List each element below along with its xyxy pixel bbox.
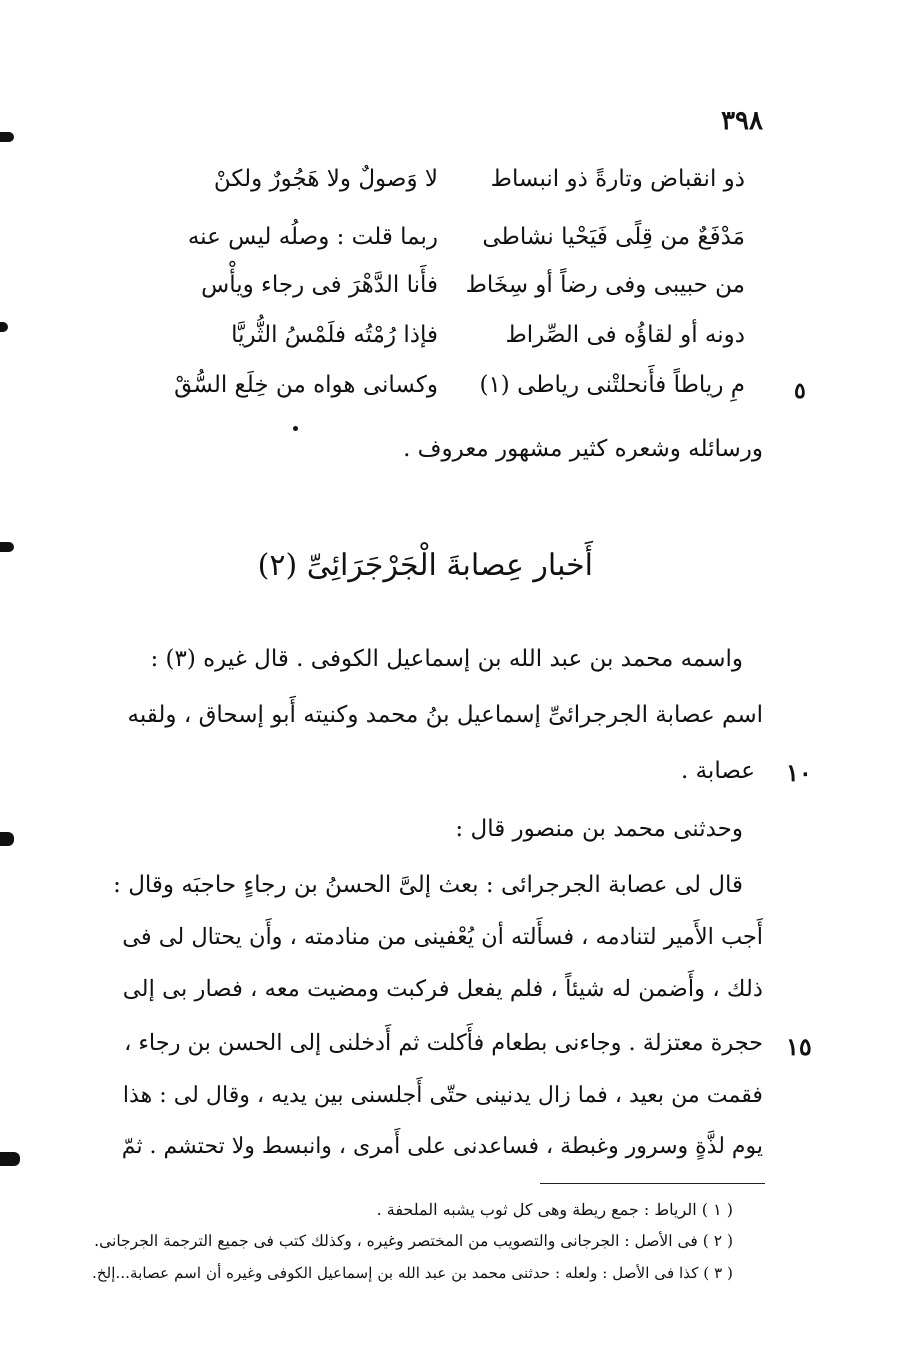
text-line: فقمت من بعيد ، فما زال يدنينى حتّى أَجلسنى بين يديه ، وقال لى : هذا bbox=[122, 1082, 763, 1108]
verse-hemistich-second: مِ رياطاً فأَنحلتْنى رياطى (١) bbox=[479, 372, 745, 398]
text-line: يوم لذَّةٍ وسرور وغبطة ، فساعدنى على أَمرى ، وانبسط ولا تحتشم . ثمّ bbox=[121, 1134, 763, 1159]
verse-line bbox=[0, 322, 903, 358]
text-line: واسمه محمد بن عبد الله بن إسماعيل الكوفى . قال غيره (٣) : bbox=[150, 646, 743, 672]
text-line: قال لى عصابة الجرجرائى : بعث إلىَّ الحسنُ بن رجاءٍ حاجبَه وقال : bbox=[113, 872, 743, 898]
verse-hemistich-first: لا وَصولٌ ولا هَجُورٌ ولكنْ bbox=[213, 166, 438, 192]
text-line: وحدثنى محمد بن منصور قال : bbox=[455, 816, 743, 842]
verse-hemistich-second: دونه أو لقاؤُه فى الصِّراط bbox=[505, 322, 745, 348]
text-line: عصابة . bbox=[680, 758, 755, 784]
verse-line bbox=[0, 272, 903, 308]
text-line: أَجب الأَمير لتنادمه ، فسأَلته أن يُعْفينى من منادمته ، وأَن يحتال لى فى bbox=[122, 924, 763, 950]
line-number: ٥ bbox=[794, 378, 806, 404]
verse-hemistich-second: مَدْفَعٌ من قِلًى فَيَحْيا نشاطى bbox=[482, 224, 745, 250]
verse-hemistich-first: وكسانى هواه من خِلَع السُّقْ bbox=[174, 372, 438, 398]
edge-mark bbox=[0, 542, 14, 552]
edge-mark bbox=[0, 832, 14, 846]
verse-hemistich-first: ربما قلت : وصلُه ليس عنه bbox=[187, 224, 438, 250]
line-number: ١٠ bbox=[786, 758, 812, 787]
footnote: ( ٢ ) فى الأصل : الجرجانى والتصويب من المختصر وغيره ، وكذلك كتب فى جميع الترجمة الجرجانى. bbox=[94, 1232, 733, 1250]
text-line: اسم عصابة الجرجرائىِّ إسماعيل بنُ محمد وكنيته أَبو إسحاق ، ولقبه bbox=[127, 702, 763, 728]
edge-mark bbox=[0, 1152, 20, 1166]
verse-line bbox=[0, 224, 903, 260]
footnote: ( ١ ) الرياط : جمع ريطة وهى كل ثوب يشبه الملحفة . bbox=[376, 1200, 733, 1219]
verse-line bbox=[0, 372, 903, 408]
footnote: ( ٣ ) كذا فى الأصل : ولعله : حدثنى محمد بن عبد الله بن إسماعيل الكوفى وغيره أن اسم عصابة...إلخ. bbox=[92, 1264, 733, 1282]
text-line: ذلك ، وأَضمن له شيئاً ، فلم يفعل فركبت ومضيت معه ، فصار بى إلى bbox=[122, 976, 763, 1002]
verse-hemistich-second: من حبيبى وفى رضاً أو سِخَاط bbox=[465, 272, 745, 298]
closing-line: ورسائله وشعره كثير مشهور معروف . bbox=[403, 436, 763, 462]
verse-hemistich-first: فأَنا الدَّهْرَ فى رجاء ويأْس bbox=[201, 272, 438, 298]
footnote-separator bbox=[540, 1183, 765, 1184]
section-heading: أَخبار عِصابةَ الْجَرْجَرَائِىِّ (٢) bbox=[257, 548, 593, 583]
verse-hemistich-first: فإذا رُمْتُه فلَمْسُ الثُّريَّا bbox=[231, 322, 438, 348]
page-number: ٣٩٨ bbox=[721, 106, 763, 136]
text-line: حجرة معتزلة . وجاءنى بطعام فأَكلت ثم أَدخلنى إلى الحسن بن رجاء ، bbox=[124, 1030, 763, 1056]
edge-mark bbox=[0, 132, 14, 142]
verse-line bbox=[0, 166, 903, 202]
ornament-dot bbox=[293, 426, 298, 431]
verse-hemistich-second: ذو انقباض وتارةً ذو انبساط bbox=[490, 166, 745, 192]
line-number: ١٥ bbox=[786, 1032, 812, 1061]
